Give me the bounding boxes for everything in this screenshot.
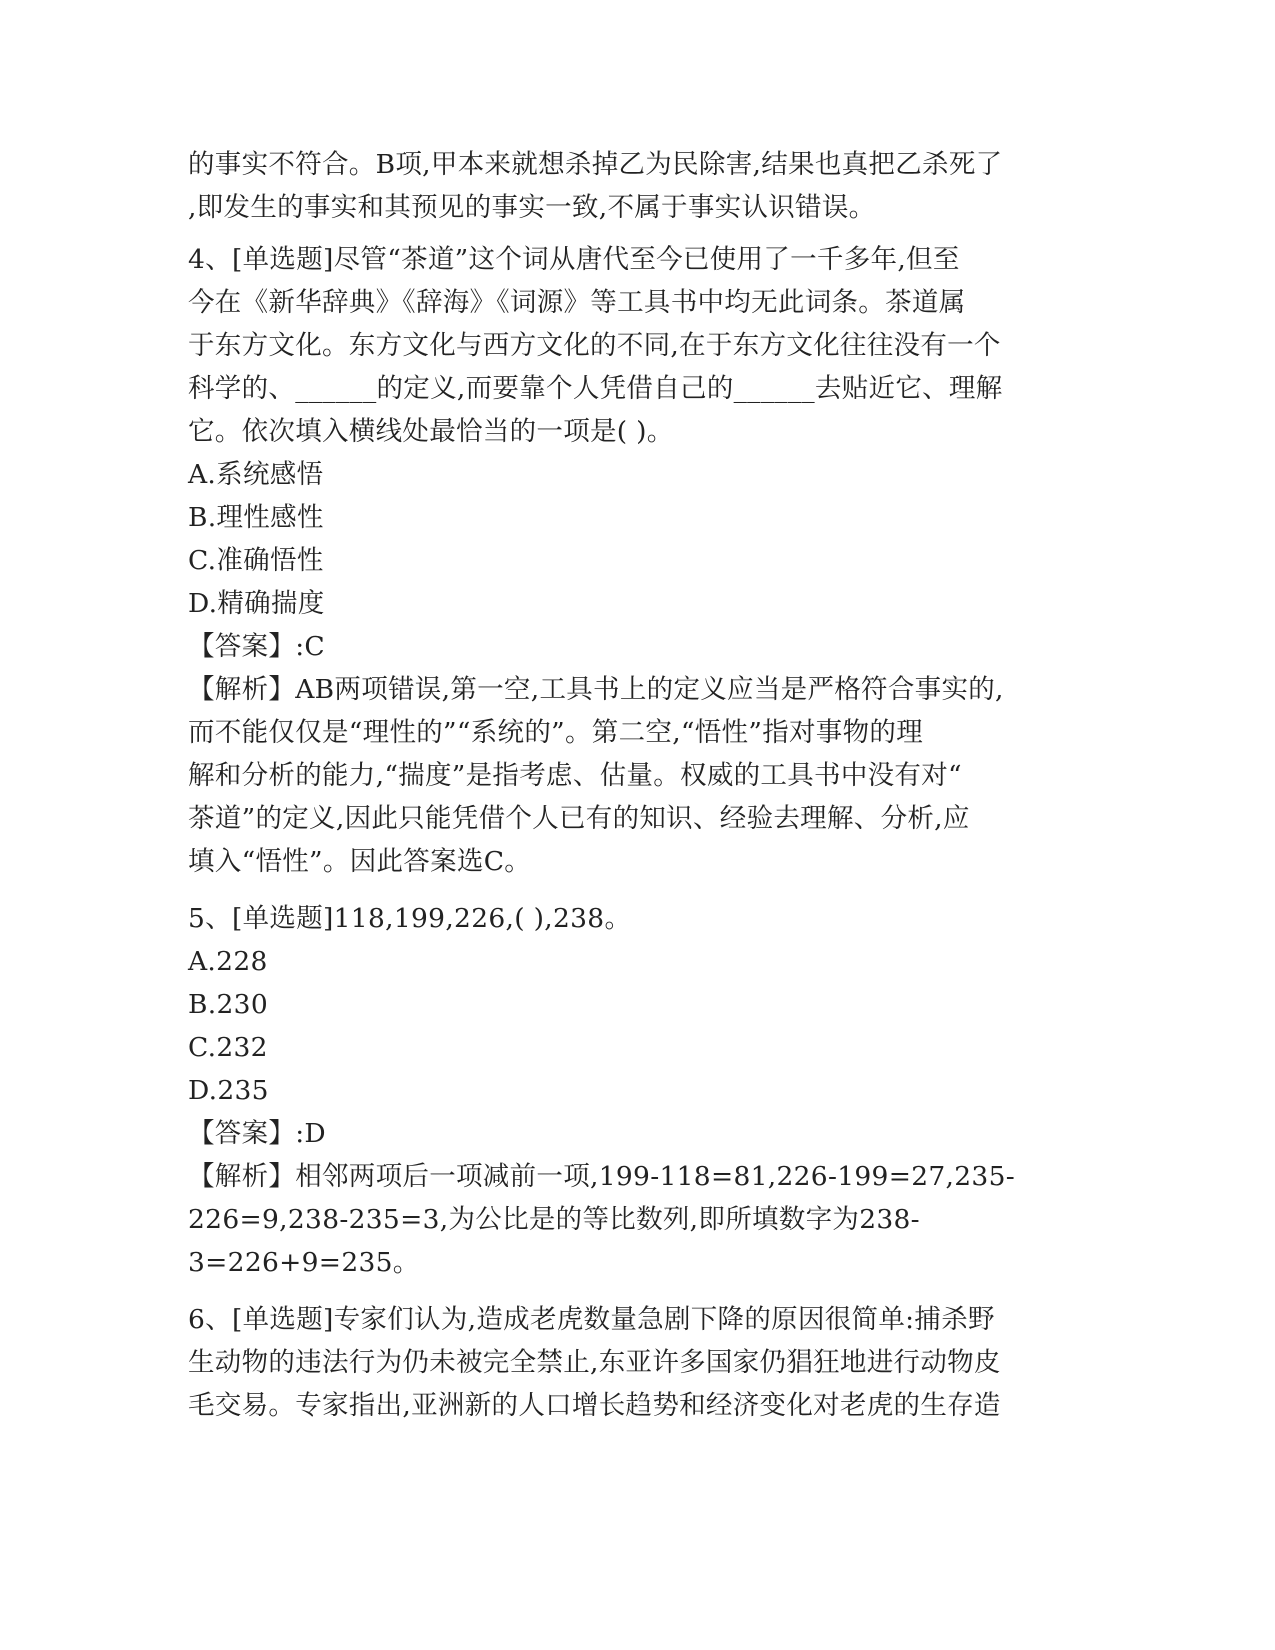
- question-stem-line: 科学的、______的定义,而要靠个人凭借自己的______去贴近它、理解: [188, 373, 1003, 404]
- question-stem-line: 6、[单选题]专家们认为,造成老虎数量急剧下降的原因很简单:捕杀野: [188, 1304, 995, 1335]
- analysis-line: 【解析】AB两项错误,第一空,工具书上的定义应当是严格符合事实的,: [188, 674, 1004, 705]
- option-b: B.理性感性: [188, 502, 324, 533]
- analysis-line: 填入“悟性”。因此答案选C。: [188, 846, 532, 877]
- question-stem-line: 5、[单选题]118,199,226,( ),238。: [188, 903, 632, 934]
- question-stem-line: 生动物的违法行为仍未被完全禁止,东亚许多国家仍猖狂地进行动物皮: [188, 1347, 1001, 1378]
- question-6: [188, 1298, 1088, 1427]
- option-c: C.232: [188, 1032, 268, 1063]
- option-a: A.228: [188, 946, 268, 977]
- answer-line: 【答案】:D: [188, 1118, 326, 1149]
- analysis-line: 【解析】相邻两项后一项减前一项,199-118=81,226-199=27,235-: [188, 1161, 1015, 1192]
- option-d: D.235: [188, 1075, 269, 1106]
- question-stem-line: 它。依次填入横线处最恰当的一项是( )。: [188, 416, 674, 447]
- analysis-line: 解和分析的能力,“揣度”是指考虑、估量。权威的工具书中没有对“: [188, 760, 962, 791]
- analysis-line: 而不能仅仅是“理性的”“系统的”。第二空,“悟性”指对事物的理: [188, 717, 924, 748]
- option-c: C.准确悟性: [188, 545, 324, 576]
- question-stem-line: 于东方文化。东方文化与西方文化的不同,在于东方文化往往没有一个: [188, 330, 1001, 361]
- option-a: A.系统感悟: [188, 459, 324, 490]
- question-5: [188, 897, 1088, 1284]
- intro-paragraph: [188, 143, 1088, 229]
- document-content: [188, 143, 1088, 1427]
- analysis-line: 226=9,238-235=3,为公比是的等比数列,即所填数字为238-: [188, 1204, 920, 1235]
- question-stem-line: 4、[单选题]尽管“茶道”这个词从唐代至今已使用了一千多年,但至: [188, 244, 960, 275]
- analysis-line: 3=226+9=235。: [188, 1247, 420, 1278]
- text-line: 的事实不符合。B项,甲本来就想杀掉乙为民除害,结果也真把乙杀死了: [188, 149, 1003, 180]
- question-stem-line: 毛交易。专家指出,亚洲新的人口增长趋势和经济变化对老虎的生存造: [188, 1390, 1001, 1421]
- question-stem-line: 今在《新华辞典》《辞海》《词源》等工具书中均无此词条。茶道属: [188, 287, 966, 318]
- answer-line: 【答案】:C: [188, 631, 326, 662]
- option-d: D.精确揣度: [188, 588, 325, 619]
- analysis-line: 茶道”的定义,因此只能凭借个人已有的知识、经验去理解、分析,应: [188, 803, 970, 834]
- option-b: B.230: [188, 989, 268, 1020]
- text-line: ,即发生的事实和其预见的事实一致,不属于事实认识错误。: [188, 192, 876, 223]
- question-4: [188, 238, 1088, 883]
